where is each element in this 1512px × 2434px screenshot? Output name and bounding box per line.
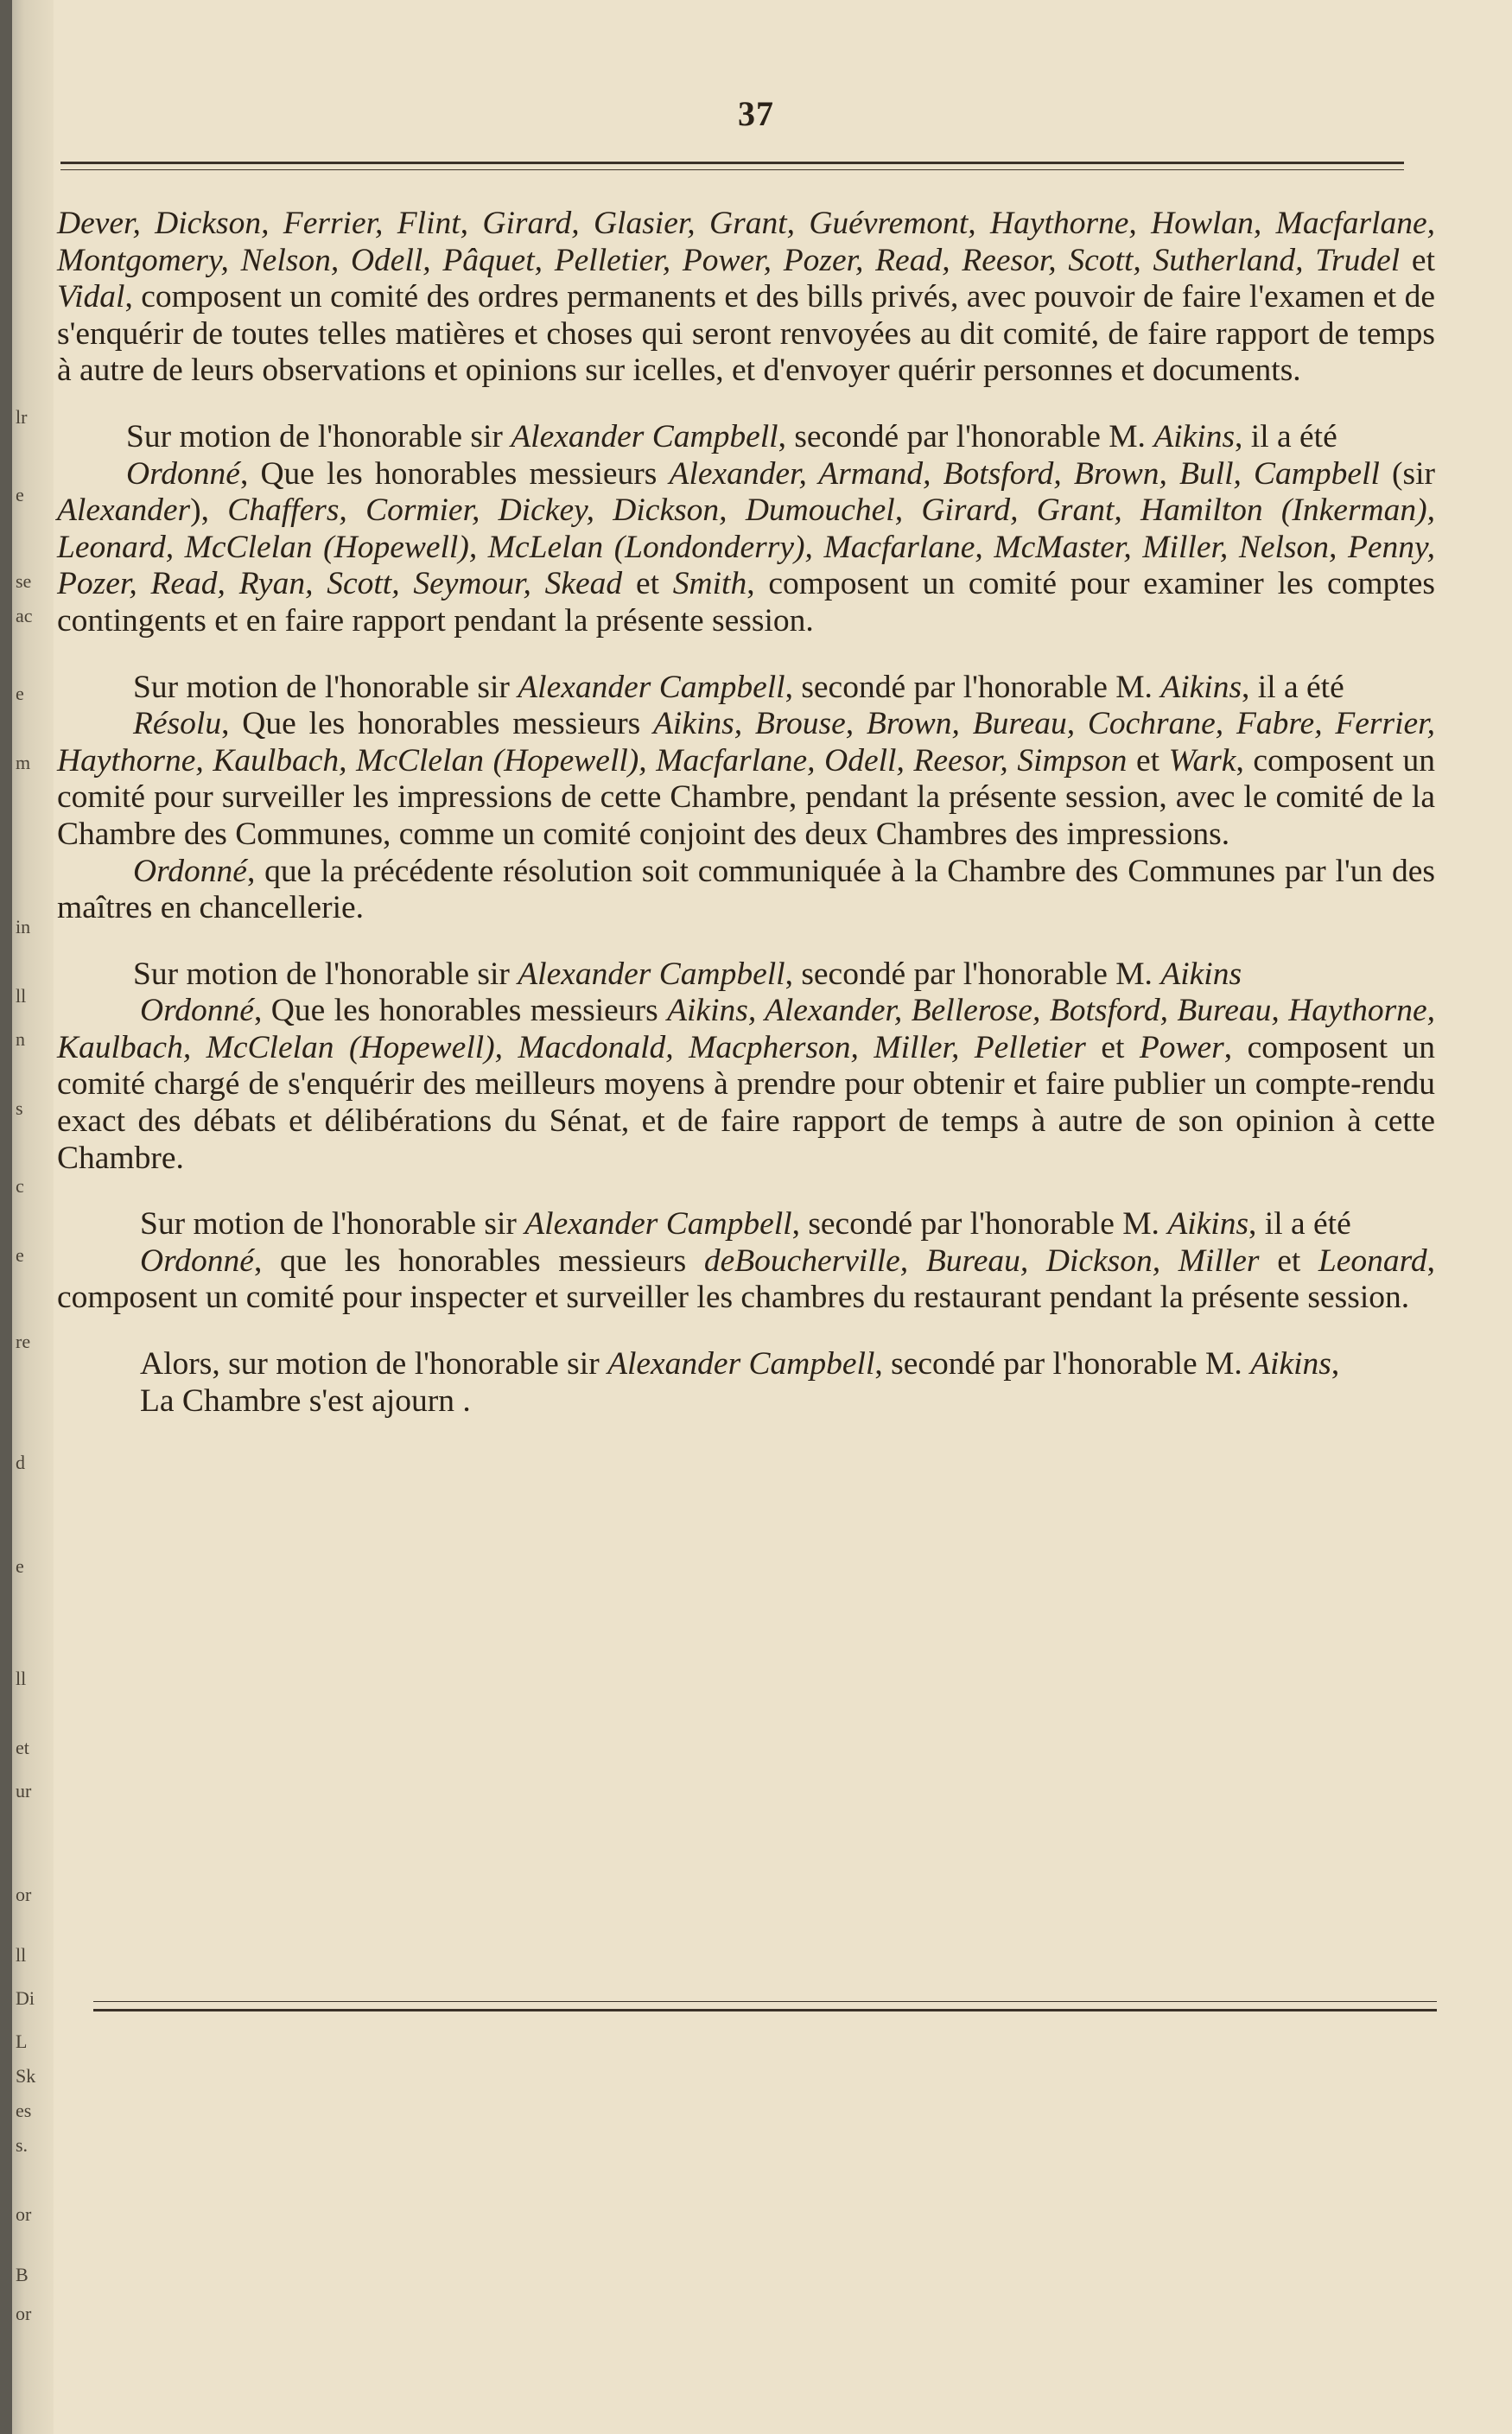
gutter-fragment: se — [16, 570, 32, 592]
order-label: Ordonné — [126, 455, 240, 492]
mover-name: Alexander Campbell — [518, 956, 785, 992]
gutter-fragment: ll — [16, 985, 27, 1007]
paragraph-text: , composent un comité des ordres permanents et des bills privés, avec pouvoir de faire l'examen et de s'enquérir de toutes telles matières et choses qui seront renvoyées au dit comité, de faire rapport de temps à autre de leurs observations et opinions sur icelles, et d'envoyer quérir personnes et documents. — [57, 279, 1435, 389]
motion-line: Sur motion de l'honorable sir Alexander Campbell, secondé par l'honorable M. Aikins, il a été — [140, 1206, 1351, 1242]
gutter-fragment: lr — [16, 406, 28, 428]
gutter-fragment: e — [16, 1555, 24, 1577]
mover-name: Alexander Campbell — [607, 1346, 875, 1382]
paragraph-communication-order: Ordonné, que la précédente résolution soit communiquée à la Chambre des Communes par l'un des maîtres en chancellerie. — [57, 853, 1435, 926]
adjournment-line: La Chambre s'est ajourn . — [140, 1382, 471, 1419]
top-rule-thin — [60, 169, 1404, 170]
motion-line: Sur motion de l'honorable sir Alexander Campbell, secondé par l'honorable M. Aikins — [133, 956, 1242, 992]
member-name: Wark — [1168, 742, 1236, 778]
gutter-fragment: or — [16, 1884, 32, 1905]
member-names: Aikins, Alexander, Bellerose, Botsford, Bureau, Haythorne, Kaulbach, McClelan (Hopewell), Macdonald, Macpherson, Miller, Pelletier — [57, 993, 1435, 1065]
member-names: Chaffers, Cormier, Dickey, Dickson, Dumouchel, Girard, Grant, Hamilton (Inkerman), Leonard, McClelan (Hopewell), McLelan (Londonderry), Macfarlane, McMaster, Miller, Nelson, Penny, Pozer, Read, Ryan, Scott, Seymour, Skead — [57, 493, 1435, 602]
gutter-fragment: or — [16, 2203, 32, 2225]
gutter-fragment: c — [16, 1175, 24, 1197]
gutter-fragment: s — [16, 1097, 23, 1119]
seconder-name: Aikins — [1160, 669, 1242, 705]
gutter-fragment: e — [16, 1244, 24, 1266]
gutter-fragment: et — [16, 1737, 29, 1758]
gutter-fragment: e — [16, 484, 24, 505]
member-name: Vidal — [57, 279, 125, 315]
binding-edge — [0, 0, 12, 2434]
gutter-fragment: L — [16, 2030, 28, 2052]
seconder-name: Aikins — [1167, 1206, 1249, 1242]
bottom-rule-thin — [93, 2001, 1437, 2002]
gutter-fragment: e — [16, 683, 24, 704]
motion-line: Sur motion de l'honorable sir Alexander Campbell, secondé par l'honorable M. Aikins, il a été — [126, 418, 1337, 454]
order-label: Ordonné — [140, 993, 254, 1029]
motion-line: Sur motion de l'honorable sir Alexander Campbell, secondé par l'honorable M. Aikins, il a été — [133, 669, 1344, 705]
member-name: Leonard — [1318, 1242, 1427, 1279]
paragraph-contingent-accounts-committee: Ordonné, Que les honorables messieurs Alexander, Armand, Botsford, Brown, Bull, Campbell (sir Alexander), Chaffers, Cormier, Dickey, Dickson, Dumouchel, Girard, Grant, Hamilton (Inkerman), Leonard, McClelan (Hopewell), McLelan (Londonderry), Macfarlane, McMaster, Miller, Nelson, Penny, Pozer, Read, Ryan, Scott, Seymour, Skead et Smith, composent un comité pour examiner les comptes contingents et en faire rapport pendant la présente session. — [57, 455, 1435, 639]
gutter-fragment: or — [16, 2303, 32, 2324]
bottom-rule — [93, 2009, 1437, 2011]
seconder-name: Aikins — [1153, 418, 1236, 454]
gutter-fragment: ac — [16, 605, 33, 626]
gutter-fragment: re — [16, 1331, 31, 1352]
top-rule — [60, 162, 1404, 164]
member-name: Smith — [672, 566, 747, 602]
member-name: Power — [1139, 1029, 1224, 1065]
gutter-fragment: d — [16, 1452, 25, 1473]
paragraph-standing-orders-committee: Dever, Dickson, Ferrier, Flint, Girard, Glasier, Grant, Guévremont, Haythorne, Howlan, Macfarlane, Montgomery, Nelson, Odell, Pâquet, Pelletier, Power, Pozer, Read, Reesor, Scott, Sutherland, Trudel et Vidal, composent un comité des ordres permanents et des bills privés, avec pouvoir de faire l'examen et de s'enquérir de toutes telles matières et choses qui seront renvoyées au dit comité, de faire rapport de temps à autre de leurs observations et opinions sur icelles, et d'envoyer quérir personnes et documents. — [57, 206, 1435, 389]
gutter-fragment: ll — [16, 1668, 27, 1689]
mover-name: Alexander Campbell — [511, 418, 778, 454]
gutter-fragment: Di — [16, 1987, 35, 2009]
resolution-label: Résolu — [133, 706, 222, 742]
member-names: Alexander, Armand, Botsford, Brown, Bull, Campbell — [669, 455, 1380, 492]
gutter-fragment: Sk — [16, 2065, 36, 2087]
motion-line-adjournment: Alors, sur motion de l'honorable sir Alexander Campbell, secondé par l'honorable M. Aikins, — [140, 1346, 1340, 1382]
page-body — [57, 206, 1435, 1420]
member-names: deBoucherville, Bureau, Dickson, Miller — [703, 1242, 1260, 1279]
seconder-name: Aikins — [1250, 1346, 1331, 1382]
gutter-fragment: n — [16, 1028, 25, 1050]
gutter-fragment: ur — [16, 1780, 32, 1802]
gutter-fragment: in — [16, 916, 31, 937]
gutter-fragment: B — [16, 2264, 29, 2285]
seconder-name: Aikins — [1160, 956, 1242, 992]
gutter-fragment: s. — [16, 2134, 29, 2156]
gutter-fragment: m — [16, 752, 31, 773]
order-label: Ordonné — [140, 1242, 254, 1279]
mover-name: Alexander Campbell — [518, 669, 785, 705]
mover-name: Alexander Campbell — [524, 1206, 792, 1242]
page-number: 37 — [738, 94, 774, 133]
paragraph-printing-committee: Résolu, Que les honorables messieurs Aikins, Brouse, Brown, Bureau, Cochrane, Fabre, Ferrier, Haythorne, Kaulbach, McClelan (Hopewell), Macfarlane, Odell, Reesor, Simpson et Wark, composent un comité pour surveiller les impressions de cette Chambre, pendant la présente session, avec le comité de la Chambre des Communes, comme un comité conjoint des deux Chambres des impressions. — [57, 706, 1435, 852]
member-names: Aikins, Brouse, Brown, Bureau, Cochrane, Fabre, Ferrier, Haythorne, Kaulbach, McClelan (Hopewell), Macfarlane, Odell, Reesor, Simpson — [57, 706, 1435, 778]
order-label: Ordonné — [133, 853, 247, 889]
gutter-fragment: es — [16, 2100, 32, 2121]
member-names: Dever, Dickson, Ferrier, Flint, Girard, Glasier, Grant, Guévremont, Haythorne, Howlan, Macfarlane, Montgomery, Nelson, Odell, Pâquet, Pelletier, Power, Pozer, Read, Reesor, Scott, Sutherland, Trudel — [57, 206, 1435, 278]
paragraph-debates-committee: Ordonné, Que les honorables messieurs Aikins, Alexander, Bellerose, Botsford, Bureau, Haythorne, Kaulbach, McClelan (Hopewell), Macdonald, Macpherson, Miller, Pelletier et Power, composent un comité chargé de s'enquérir des meilleurs moyens à prendre pour obtenir et faire publier un compte-rendu exact des débats et délibérations du Sénat, et de faire rapport de temps à autre de son opinion à cette Chambre. — [57, 993, 1435, 1176]
paragraph-restaurant-committee: Ordonné, que les honorables messieurs deBoucherville, Bureau, Dickson, Miller et Leonard, composent un comité pour inspecter et surveiller les chambres du restaurant pendant la présente session. — [57, 1242, 1435, 1316]
gutter-fragment: ll — [16, 1944, 27, 1966]
